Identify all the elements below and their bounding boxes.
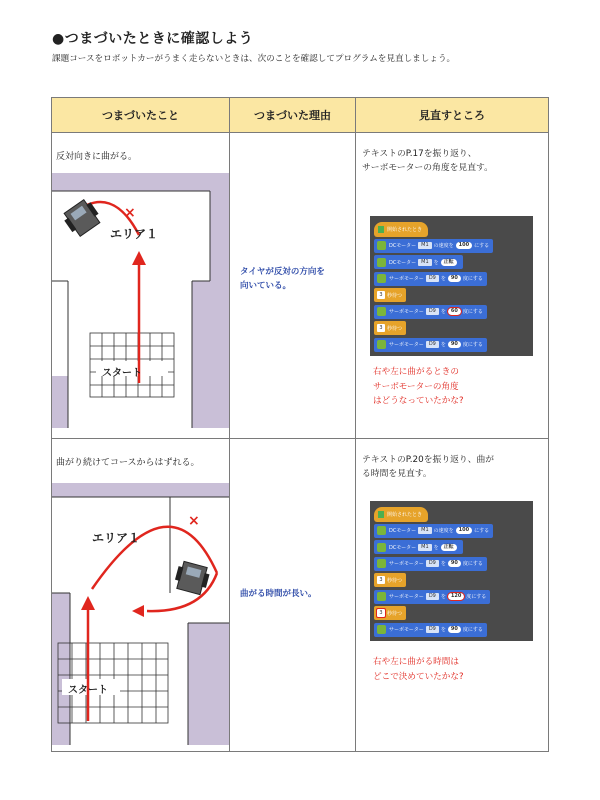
- value-field: 正転: [441, 259, 457, 266]
- board-icon: [377, 307, 386, 316]
- block-text: 度にする: [462, 309, 483, 315]
- pin-select: M1: [418, 527, 432, 534]
- code-block: [374, 272, 487, 286]
- block-text: の速度を: [433, 528, 454, 534]
- code-block: [374, 321, 406, 335]
- block-text: サーボモーター: [389, 594, 424, 600]
- code-block: [374, 590, 490, 604]
- pin-select: M1: [418, 544, 432, 551]
- block-text: を: [440, 561, 446, 567]
- board-icon: [377, 241, 386, 250]
- block-text: を: [440, 594, 446, 600]
- value-field: 100: [456, 527, 472, 534]
- board-icon: [377, 526, 386, 535]
- block-text: 秒待つ: [387, 325, 403, 332]
- header-reason: つまづいた理由: [230, 98, 356, 133]
- block-text: にする: [474, 243, 490, 249]
- course-diagram: [52, 173, 229, 428]
- value-field: 正転: [441, 544, 457, 551]
- board-icon: [377, 592, 386, 601]
- block-text: の速度を: [433, 243, 454, 249]
- block-text: 開始されたとき: [387, 227, 423, 233]
- troubleshooting-table: [51, 97, 549, 752]
- code-block: [374, 255, 463, 269]
- code-panel: [370, 216, 533, 356]
- code-block: [374, 557, 487, 571]
- value-field: 120: [448, 593, 464, 600]
- reason-text: 曲がる時間が長い。: [240, 589, 317, 599]
- block-text: を: [440, 627, 446, 633]
- value-field: 60: [448, 308, 461, 315]
- board-icon: [377, 559, 386, 568]
- block-text: DCモーター: [389, 528, 417, 534]
- problem-text: 曲がり続けてコースからはずれる。: [56, 458, 200, 468]
- code-block: [374, 507, 428, 522]
- instruction-text: テキストのP.17を振り返り、 サーボモーターの角度を見直す。: [362, 149, 493, 173]
- block-text: にする: [474, 528, 490, 534]
- cross-mark: ×: [124, 205, 136, 221]
- board-icon: [377, 258, 386, 267]
- pin-select: D9: [426, 341, 439, 348]
- flag-icon: [378, 226, 384, 233]
- block-text: 秒待つ: [387, 610, 403, 617]
- block-text: 秒待つ: [387, 577, 403, 584]
- block-text: DCモーター: [389, 259, 417, 266]
- page-title: ●つまづいたときに確認しよう: [52, 31, 254, 47]
- code-block: [374, 524, 493, 538]
- intro-text: 課題コースをロボットカーがうまく走らないときは、次のことを確認してプログラムを見直しましょう。: [52, 54, 456, 64]
- wait-seconds: 3: [377, 609, 385, 617]
- block-text: 度にする: [462, 276, 483, 282]
- block-text: を: [433, 259, 439, 266]
- pin-select: D9: [426, 593, 439, 600]
- area-label: エリア１: [110, 227, 159, 241]
- value-field: 100: [456, 242, 472, 249]
- block-text: を: [440, 342, 446, 348]
- block-text: サーボモーター: [389, 561, 424, 567]
- block-text: サーボモーター: [389, 309, 424, 315]
- hint-text: 右や左に曲がる時間は どこで決めていたかな?: [373, 657, 464, 682]
- cross-mark: ×: [188, 513, 200, 529]
- pin-select: D9: [426, 308, 439, 315]
- header-review: 見直すところ: [356, 98, 549, 133]
- block-text: DCモーター: [389, 243, 417, 249]
- code-block: [374, 540, 463, 554]
- area-label: エリア１: [92, 531, 141, 545]
- block-text: 度にする: [462, 342, 483, 348]
- start-label: スタート: [102, 368, 142, 379]
- block-text: DCモーター: [389, 544, 417, 551]
- pin-select: M1: [418, 259, 432, 266]
- value-field: 90: [448, 275, 461, 282]
- block-text: サーボモーター: [389, 627, 424, 633]
- course-diagram: [52, 483, 229, 745]
- block-text: サーボモーター: [389, 342, 424, 348]
- block-text: を: [433, 544, 439, 551]
- board-icon: [377, 340, 386, 349]
- code-block: [374, 623, 487, 637]
- block-text: 開始されたとき: [387, 512, 423, 518]
- value-field: 90: [448, 626, 461, 633]
- instruction-text: テキストのP.20を振り返り、曲が る時間を見直す。: [362, 455, 495, 479]
- code-block: [374, 288, 406, 302]
- board-icon: [377, 625, 386, 634]
- code-block: [374, 573, 406, 587]
- reason-text: タイヤが反対の方向を 向いている。: [240, 267, 325, 291]
- code-block: [374, 239, 493, 253]
- flag-icon: [378, 511, 384, 518]
- problem-text: 反対向きに曲がる。: [56, 152, 138, 162]
- code-block: [374, 222, 428, 237]
- pin-select: D9: [426, 626, 439, 633]
- code-block: [374, 305, 487, 319]
- wait-seconds: 3: [377, 324, 385, 332]
- board-icon: [377, 543, 386, 552]
- hint-text: 右や左に曲がるときの サーボモーターの角度 はどうなっていたかな?: [373, 367, 464, 406]
- start-label: スタート: [68, 685, 108, 696]
- header-problem: つまづいたこと: [52, 98, 230, 133]
- code-block: [374, 606, 406, 620]
- pin-select: D9: [426, 560, 439, 567]
- block-text: サーボモーター: [389, 276, 424, 282]
- value-field: 90: [448, 560, 461, 567]
- board-icon: [377, 274, 386, 283]
- block-text: を: [440, 309, 446, 315]
- pin-select: D9: [426, 275, 439, 282]
- block-text: 度にする: [466, 594, 487, 600]
- wait-seconds: 3: [377, 576, 385, 584]
- pin-select: M1: [418, 242, 432, 249]
- block-text: 秒待つ: [387, 292, 403, 299]
- code-block: [374, 338, 487, 352]
- block-text: 度にする: [462, 561, 483, 567]
- block-text: を: [440, 276, 446, 282]
- block-text: 度にする: [462, 627, 483, 633]
- wait-seconds: 3: [377, 291, 385, 299]
- value-field: 90: [448, 341, 461, 348]
- code-panel: [370, 501, 533, 641]
